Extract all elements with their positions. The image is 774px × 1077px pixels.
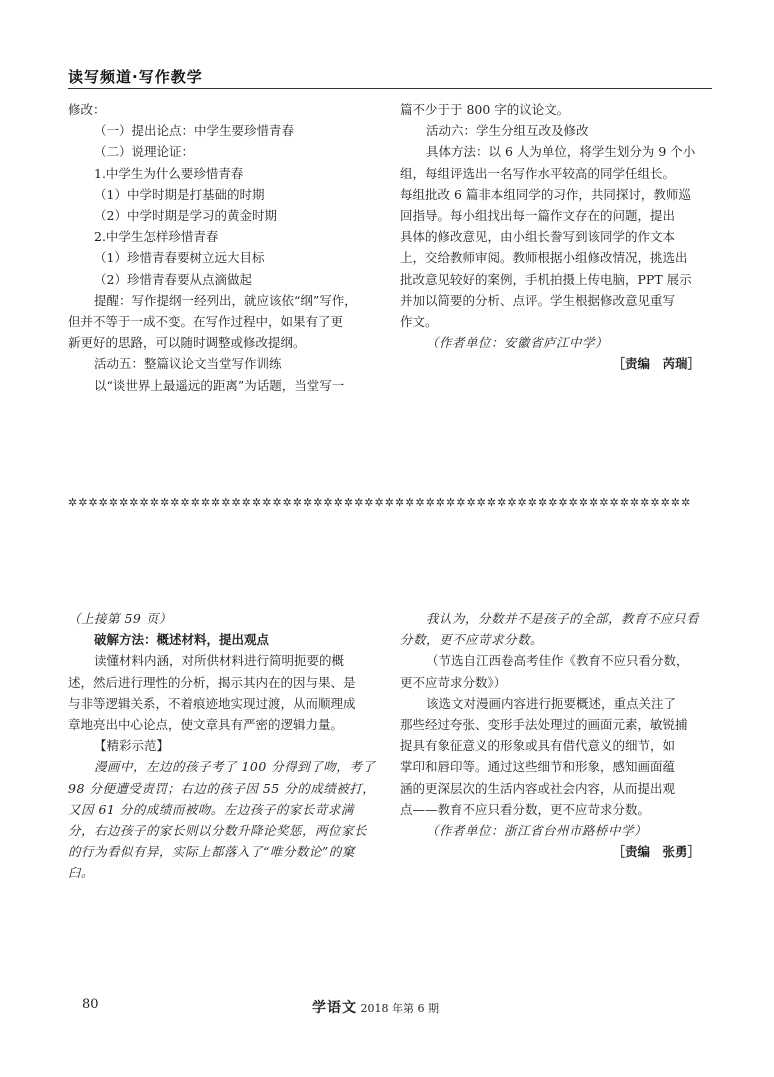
text-line: 的行为看似有异，实际上都落入了“唯分数论”的窠 xyxy=(68,844,355,860)
text-line: 章地亮出中心论点，使文章具有严密的逻辑力量。 xyxy=(68,717,344,733)
section-separator: ✲✲✲✲✲✲✲✲✲✲✲✲✲✲✲✲✲✲✲✲✲✲✲✲✲✲✲✲✲✲✲✲✲✲✲✲✲✲✲✲✲✲✲✲✲✲✲✲✲✲✲✲✲✲✲✲✲✲✲✲✲ xyxy=(68,496,692,509)
text-line: 臼。 xyxy=(68,865,95,881)
text-line: 以“谈世界上最遥远的距离”为话题，当堂写一 xyxy=(94,377,345,393)
text-line: 组，每组评选出一名写作水平较高的同学任组长。 xyxy=(400,165,676,181)
bottom-left-column xyxy=(68,608,380,884)
text-line: （二）说理论证： xyxy=(94,144,195,160)
top-left-column xyxy=(68,99,380,396)
text-line: （1）珍惜青春要树立远大目标 xyxy=(94,250,265,266)
text-line: 又因 61 分的成绩而被吻。左边孩子的家长苛求满 xyxy=(68,801,354,817)
journal-issue: 2018 年第 6 期 xyxy=(360,1002,439,1015)
text-line: 更不应苛求分数》） xyxy=(400,674,507,690)
section-heading: 破解方法：概述材料，提出观点 xyxy=(94,632,270,648)
text-line: 批改意见较好的案例，手机拍摄上传电脑，PPT 展示 xyxy=(400,271,692,287)
text-line: 具体方法：以 6 人为单位，将学生划分为 9 个小 xyxy=(426,144,696,160)
text-line: 98 分便遭受责罚；右边的孩子因 55 分的成绩被打， xyxy=(68,780,376,796)
author-affiliation: （作者单位：安徽省庐江中学） xyxy=(426,335,609,351)
text-line: 每组批改 6 篇非本组同学的习作，共同探讨，教师巡 xyxy=(400,186,691,202)
text-line: 1.中学生为什么要珍惜青春 xyxy=(94,165,244,181)
text-line: 分，右边孩子的家长则以分数升降论奖惩，两位家长 xyxy=(68,823,368,839)
author-affiliation: （作者单位：浙江省台州市路桥中学） xyxy=(426,823,648,839)
text-line: 提醒：写作提纲一经列出，就应该依“纲”写作， xyxy=(94,292,357,308)
text-line: 掌印和唇印等。通过这些细节和形象，感知画面蕴 xyxy=(400,759,676,775)
editor-credit: ［责编 芮瑞］ xyxy=(612,356,700,372)
text-line: 读懂材料内涵，对所供材料进行简明扼要的概 xyxy=(94,653,345,669)
text-line: 新更好的思路，可以随时调整或修改提纲。 xyxy=(68,335,306,351)
header-rule xyxy=(68,88,712,89)
text-line: 涵的更深层次的生活内容或社会内容，从而提出观 xyxy=(400,780,676,796)
text-line: 那些经过夸张、变形手法处理过的画面元素，敏锐捕 xyxy=(400,717,688,733)
text-line: 但并不等于一成不变。在写作过程中，如果有了更 xyxy=(68,314,344,330)
journal-name: 学语文 xyxy=(312,1000,357,1016)
text-line: 分数，更不应苛求分数。 xyxy=(400,632,544,648)
text-line: 与非等逻辑关系，不着痕迹地实现过渡，从而顺理成 xyxy=(68,695,356,711)
bottom-right-column xyxy=(400,608,712,862)
text-line: 漫画中，左边的孩子考了 100 分得到了吻，考了 xyxy=(94,759,376,775)
text-line: 我认为，分数并不是孩子的全部，教育不应只看 xyxy=(426,611,700,626)
text-line: 活动五：整篇议论文当堂写作训练 xyxy=(94,356,282,372)
text-line: （节选自江西卷高考佳作《教育不应只看分数， xyxy=(426,653,689,669)
text-line: 回指导。每小组找出每一篇作文存在的问题，提出 xyxy=(400,208,676,224)
text-line: 捉具有象征意义的形象或具有借代意义的细节，如 xyxy=(400,738,676,754)
text-line: 作文。 xyxy=(400,314,438,330)
text-line: （一）提出论点：中学生要珍惜青春 xyxy=(94,123,295,139)
text-line: 2.中学生怎样珍惜青春 xyxy=(94,229,219,245)
text-line: 上，交给教师审阅。教师根据小组修改情况，挑选出 xyxy=(400,250,688,266)
text-line: 篇不少于于 800 字的议论文。 xyxy=(400,102,570,117)
journal-footer xyxy=(312,997,439,1017)
text-line: 并加以简要的分析、点评。学生根据修改意见重写 xyxy=(400,292,676,308)
continued-note: （上接第 59 页） xyxy=(68,611,172,626)
page-number: 80 xyxy=(82,997,99,1012)
top-right-column xyxy=(400,99,712,375)
text-line: （1）中学时期是打基础的时期 xyxy=(94,186,265,202)
section-heading: 【精彩示范】 xyxy=(94,738,170,754)
text-line: （2）珍惜青春要从点滴做起 xyxy=(94,271,252,287)
text-line: 述，然后进行理性的分析，揭示其内在的因与果、是 xyxy=(68,674,356,690)
text-line: 该选文对漫画内容进行扼要概述，重点关注了 xyxy=(426,695,677,711)
text-line: （2）中学时期是学习的黄金时期 xyxy=(94,208,277,224)
text-line: 活动六：学生分组互改及修改 xyxy=(426,123,589,139)
text-line: 具体的修改意见，由小组长誊写到该同学的作文本 xyxy=(400,229,676,245)
text-line: 修改： xyxy=(68,102,106,117)
page-header-title: 读写频道·写作教学 xyxy=(68,68,203,86)
editor-credit: ［责编 张勇］ xyxy=(612,844,700,860)
text-line: 点——教育不应只看分数，更不应苛求分数。 xyxy=(400,801,651,817)
